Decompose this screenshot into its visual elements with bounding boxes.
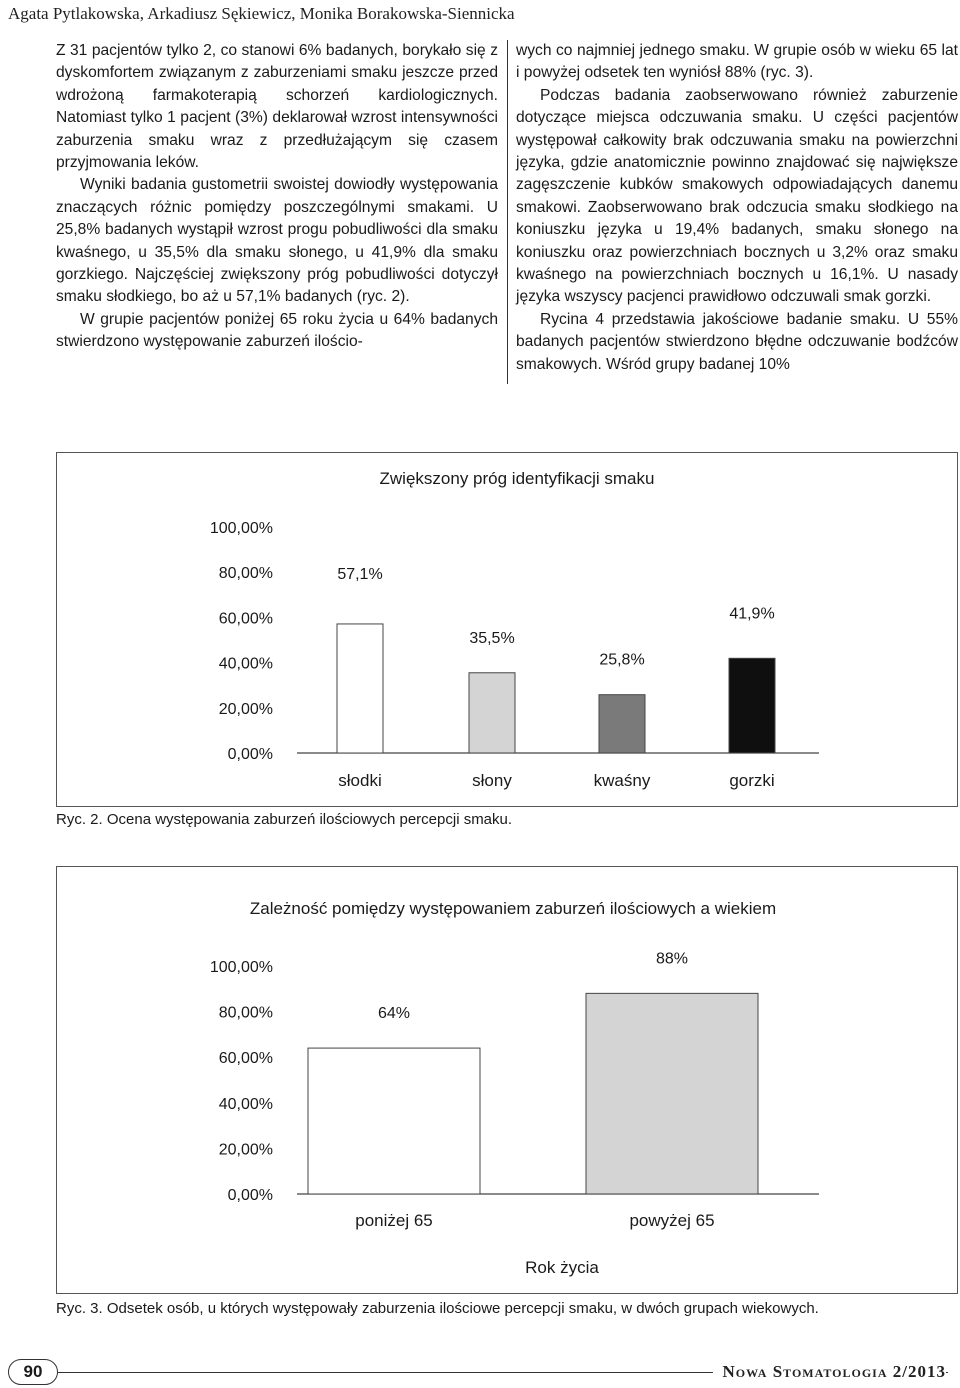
figure-3-svg [57,867,957,1293]
bar [586,993,758,1194]
paragraph: wych co najmniej jednego smaku. W grupie osób w wieku 65 lat i powyżej odsetek ten wyniósł 88% (ryc. 3). [516,42,958,82]
paragraph: Z 31 pacjentów tylko 2, co stanowi 6% badanych, borykało się z dyskomfortem związanym z zaburzeniami smaku jeszcze przed wdrożoną farmakoterapią schorzeń kardiologicznych. Natomiast tylko 1 pacjent (3%) deklarował wzrost intensywności zaburzenia smaku wraz z przedłużającym się czasem przyjmowania leków. [56,42,498,172]
running-head: Agata Pytlakowska, Arkadiusz Sękiewicz, Monika Borakowska-Siennicka [8,4,515,23]
bar [337,624,383,753]
y-tick-label: 60,00% [218,610,273,628]
figure-2-caption: Ryc. 2. Ocena występowania zaburzeń ilościowych percepcji smaku. [56,811,513,828]
paragraph: Rycina 4 przedstawia jakościowe badanie smaku. U 55% badanych pacjentów stwierdzono błędne odczuwanie bodźców smakowych. Wśród grupy badanej 10% [516,310,958,373]
y-tick-label: 60,00% [218,1050,273,1068]
right-column [516,40,958,376]
data-label: 88% [655,950,689,968]
bar [308,1048,480,1194]
x-category-label: poniżej 65 [355,1211,433,1230]
y-tick-label: 100,00% [209,520,273,537]
figure-3-chart [56,866,958,1294]
figure-2-svg [57,453,957,806]
y-tick-label: 100,00% [209,959,273,976]
page-number: 90 [8,1359,58,1385]
bar [599,695,645,753]
data-label: 57,1% [337,565,383,583]
bar [469,673,515,753]
paragraph: W grupie pacjentów poniżej 65 roku życia u 64% badanych stwierdzono występowanie zaburzeń ilościo- [56,310,498,351]
y-tick-label: 0,00% [227,1187,273,1204]
paragraph: Podczas badania zaobserwowano również zaburzenie dotyczące miejsca odczuwania smaku. U części pacjentów występował całkowity brak odczuwania smaku na powierzchni języka, gdzie anatomicznie powinno znajdować się największe zagęszczenie kubków smakowych odpowiadających danemu smakowi. Zaobserwowano brak odczucia smaku słodkiego na koniuszku języka u 19,4% badanych, smaku słonego na koniuszku oraz powierzchniach bocznych u 3,2% oraz smaku kwaśnego na powierzchniach bocznych u 16,1%. U nasady języka wszyscy pacjenci prawidłowo odczuwali smak gorzki. [516,86,958,306]
x-category-label: słodki [338,771,382,790]
y-tick-label: 80,00% [218,1004,273,1022]
data-label: 64% [377,1005,411,1023]
column-divider [507,40,508,384]
left-column [56,40,498,354]
y-tick-label: 0,00% [227,746,273,763]
x-category-label: kwaśny [593,771,651,790]
data-label: 41,9% [729,605,775,623]
y-tick-label: 40,00% [218,1095,273,1113]
data-label: 25,8% [599,651,645,669]
bar [729,658,775,753]
x-axis-title: Rok życia [525,1258,599,1277]
chart-title: Zależność pomiędzy występowaniem zaburzeń ilościowych a wiekiem [249,899,777,918]
y-tick-label: 20,00% [218,700,273,718]
x-category-label: powyżej 65 [629,1211,715,1230]
x-category-label: gorzki [729,771,775,790]
y-tick-label: 40,00% [218,655,273,673]
paragraph: Wyniki badania gustometrii swoistej dowiodły występowania znaczących różnic pomiędzy poszczególnymi smakami. U 25,8% badanych wystąpił wzrost progu pobudliwości dla smaku kwaśnego, u 35,5% dla smaku słonego, u 41,9% dla smaku gorzkiego. Najczęściej zwiększony próg pobudliwości dotyczył smaku słodkiego, bo aż u 57,1% badanych (ryc. 2). [56,176,498,306]
data-label: 35,5% [469,629,515,647]
y-tick-label: 80,00% [218,565,273,583]
y-tick-label: 20,00% [218,1141,273,1159]
x-category-label: słony [472,771,512,790]
journal-name: Nowa Stomatologia 2/2013 [713,1362,946,1382]
figure-3-caption: Ryc. 3. Odsetek osób, u których występowały zaburzenia ilościowe percepcji smaku, w dwóch grupach wiekowych. [56,1300,819,1317]
figure-2-chart [56,452,958,807]
chart-title: Zwiększony próg identyfikacji smaku [379,469,655,488]
